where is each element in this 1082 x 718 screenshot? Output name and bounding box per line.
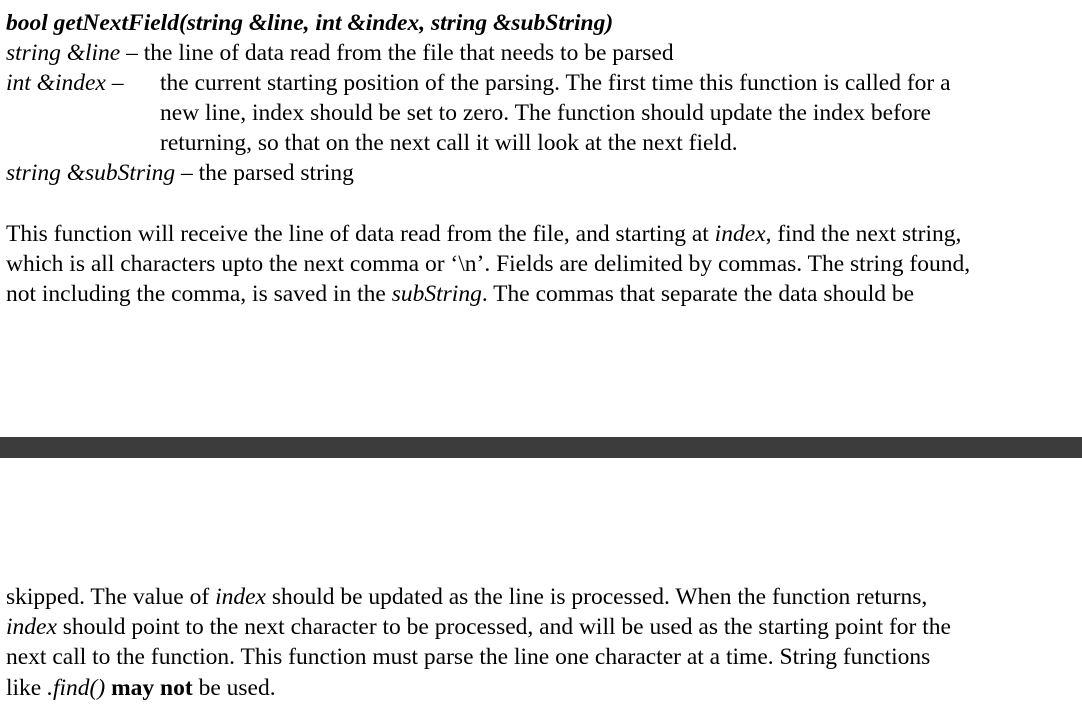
param-substring-name: string &subString <box>6 160 176 186</box>
param-substring-row <box>6 158 354 188</box>
index-term: index <box>215 584 266 610</box>
may-not-emphasis: may not <box>111 675 193 701</box>
find-function-term: .find() <box>47 675 106 701</box>
text-span: skipped. The value of <box>6 584 216 610</box>
param-line-desc: – the line of data read from the file that needs to be parsed <box>120 40 674 66</box>
index-term: index <box>714 221 766 247</box>
param-substring-desc: – the parsed string <box>175 160 354 186</box>
substring-term: subString <box>391 281 482 307</box>
param-index-desc-line-1: the current starting position of the parsing. The first time this function is called for a <box>160 70 951 96</box>
paragraph-2-line-2 <box>6 612 951 642</box>
param-index-desc-line-2: new line, index should be set to zero. The function should update the index before <box>160 100 931 126</box>
paragraph-2-line-1 <box>6 582 927 612</box>
paragraph-2-line-4 <box>6 673 276 703</box>
paragraph-1-line-2: which is all characters upto the next comma or ‘\n’. Fields are delimited by commas. The string found, <box>6 251 971 277</box>
function-signature: bool getNextField(string &line, int &index, string &subString) <box>6 10 614 36</box>
text-span: . The commas that separate the data should be <box>481 281 915 307</box>
param-index-label <box>6 68 123 98</box>
param-index-dash: – <box>105 70 124 96</box>
page-break-separator <box>0 437 1082 458</box>
text-span: should point to the next character to be processed, and will be used as the starting point for the <box>56 614 951 640</box>
text-span: should be updated as the line is processed. When the function returns, <box>265 584 928 610</box>
text-span: This function will receive the line of data read from the file, and starting at <box>6 221 715 247</box>
text-span: like <box>6 675 48 701</box>
param-line-row <box>6 38 674 68</box>
text-span: not including the comma, is saved in the <box>6 281 392 307</box>
text-span: be used. <box>192 675 276 701</box>
paragraph-2-line-3: next call to the function. This function must parse the line one character at a time. String functions <box>6 644 931 670</box>
param-index-name: int &index <box>6 70 106 96</box>
text-span: , find the next string, <box>765 221 962 247</box>
paragraph-1-line-1 <box>6 219 961 249</box>
document-page-bottom <box>0 458 1082 718</box>
param-line-name: string &line <box>6 40 121 66</box>
paragraph-1-line-3 <box>6 279 914 309</box>
param-index-desc-line-3: returning, so that on the next call it will look at the next field. <box>160 130 738 156</box>
index-term: index <box>6 614 57 640</box>
